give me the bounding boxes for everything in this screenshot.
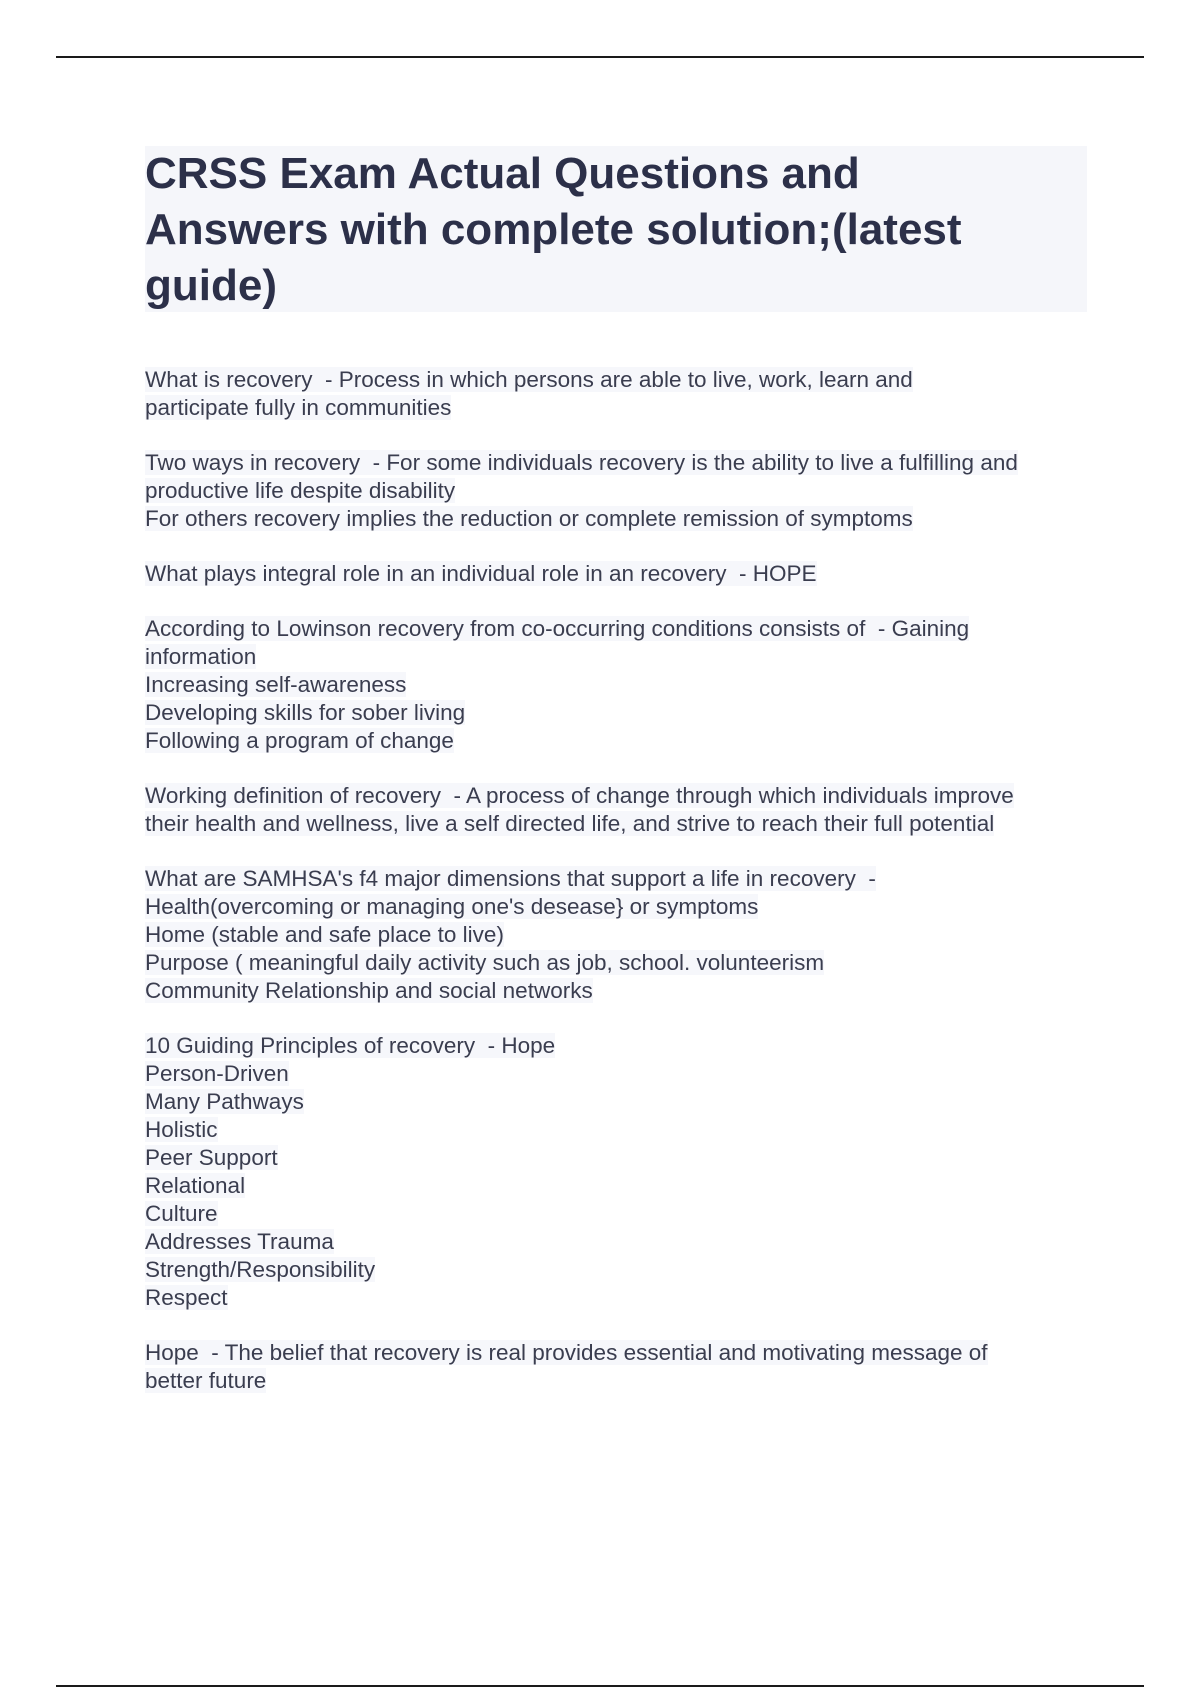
document-title (145, 146, 1087, 314)
title-line: CRSS Exam Actual Questions and (145, 149, 860, 198)
title-line: guide) (145, 261, 277, 310)
qa-line: For others recovery implies the reduction or complete remission of symptoms (145, 506, 913, 531)
qa-line: Developing skills for sober living (145, 700, 466, 725)
top-rule (56, 56, 1144, 58)
qa-line: Working definition of recovery - A process of change through which individuals improve (145, 783, 1014, 808)
qa-line: Health(overcoming or managing one's desease} or symptoms (145, 894, 759, 919)
title-block (145, 146, 1087, 312)
qa-line: Following a program of change (145, 728, 454, 753)
qa-line: participate fully in communities (145, 395, 452, 420)
qa-line: Strength/Responsibility (145, 1257, 376, 1282)
bottom-rule (56, 1685, 1144, 1687)
qa-line: Home (stable and safe place to live) (145, 922, 504, 947)
qa-item-what-is-recovery (145, 366, 1090, 422)
qa-list (145, 366, 1090, 1422)
qa-item-lowinson (145, 615, 1090, 755)
qa-line: Two ways in recovery - For some individuals recovery is the ability to live a fulfilling and (145, 450, 1018, 475)
qa-line: better future (145, 1368, 267, 1393)
qa-line: Increasing self-awareness (145, 672, 407, 697)
qa-line: What plays integral role in an individual role in an recovery - HOPE (145, 561, 817, 586)
title-line: Answers with complete solution;(latest (145, 205, 962, 254)
qa-line: Relational (145, 1173, 246, 1198)
qa-line: 10 Guiding Principles of recovery - Hope (145, 1033, 556, 1058)
qa-line: Peer Support (145, 1145, 278, 1170)
qa-line: What is recovery - Process in which persons are able to live, work, learn and (145, 367, 913, 392)
qa-line: productive life despite disability (145, 478, 456, 503)
qa-line: their health and wellness, live a self directed life, and strive to reach their full potential (145, 811, 995, 836)
qa-line: Respect (145, 1285, 228, 1310)
qa-line: Person-Driven (145, 1061, 289, 1086)
qa-line: According to Lowinson recovery from co-occurring conditions consists of - Gaining (145, 616, 970, 641)
qa-line: Community Relationship and social networks (145, 978, 593, 1003)
qa-item-guiding-principles (145, 1032, 1090, 1312)
qa-line: Hope - The belief that recovery is real provides essential and motivating message of (145, 1340, 988, 1365)
qa-line: Many Pathways (145, 1089, 304, 1114)
qa-line: Purpose ( meaningful daily activity such as job, school. volunteerism (145, 950, 825, 975)
qa-item-hope (145, 1339, 1090, 1395)
qa-line: Addresses Trauma (145, 1229, 334, 1254)
qa-item-working-definition (145, 782, 1090, 838)
qa-item-integral-role (145, 560, 1090, 588)
qa-line: Holistic (145, 1117, 218, 1142)
qa-line: Culture (145, 1201, 218, 1226)
qa-item-two-ways (145, 449, 1090, 533)
qa-line: information (145, 644, 257, 669)
qa-item-samhsa-dimensions (145, 865, 1090, 1005)
qa-line: What are SAMHSA's f4 major dimensions that support a life in recovery - (145, 866, 876, 891)
